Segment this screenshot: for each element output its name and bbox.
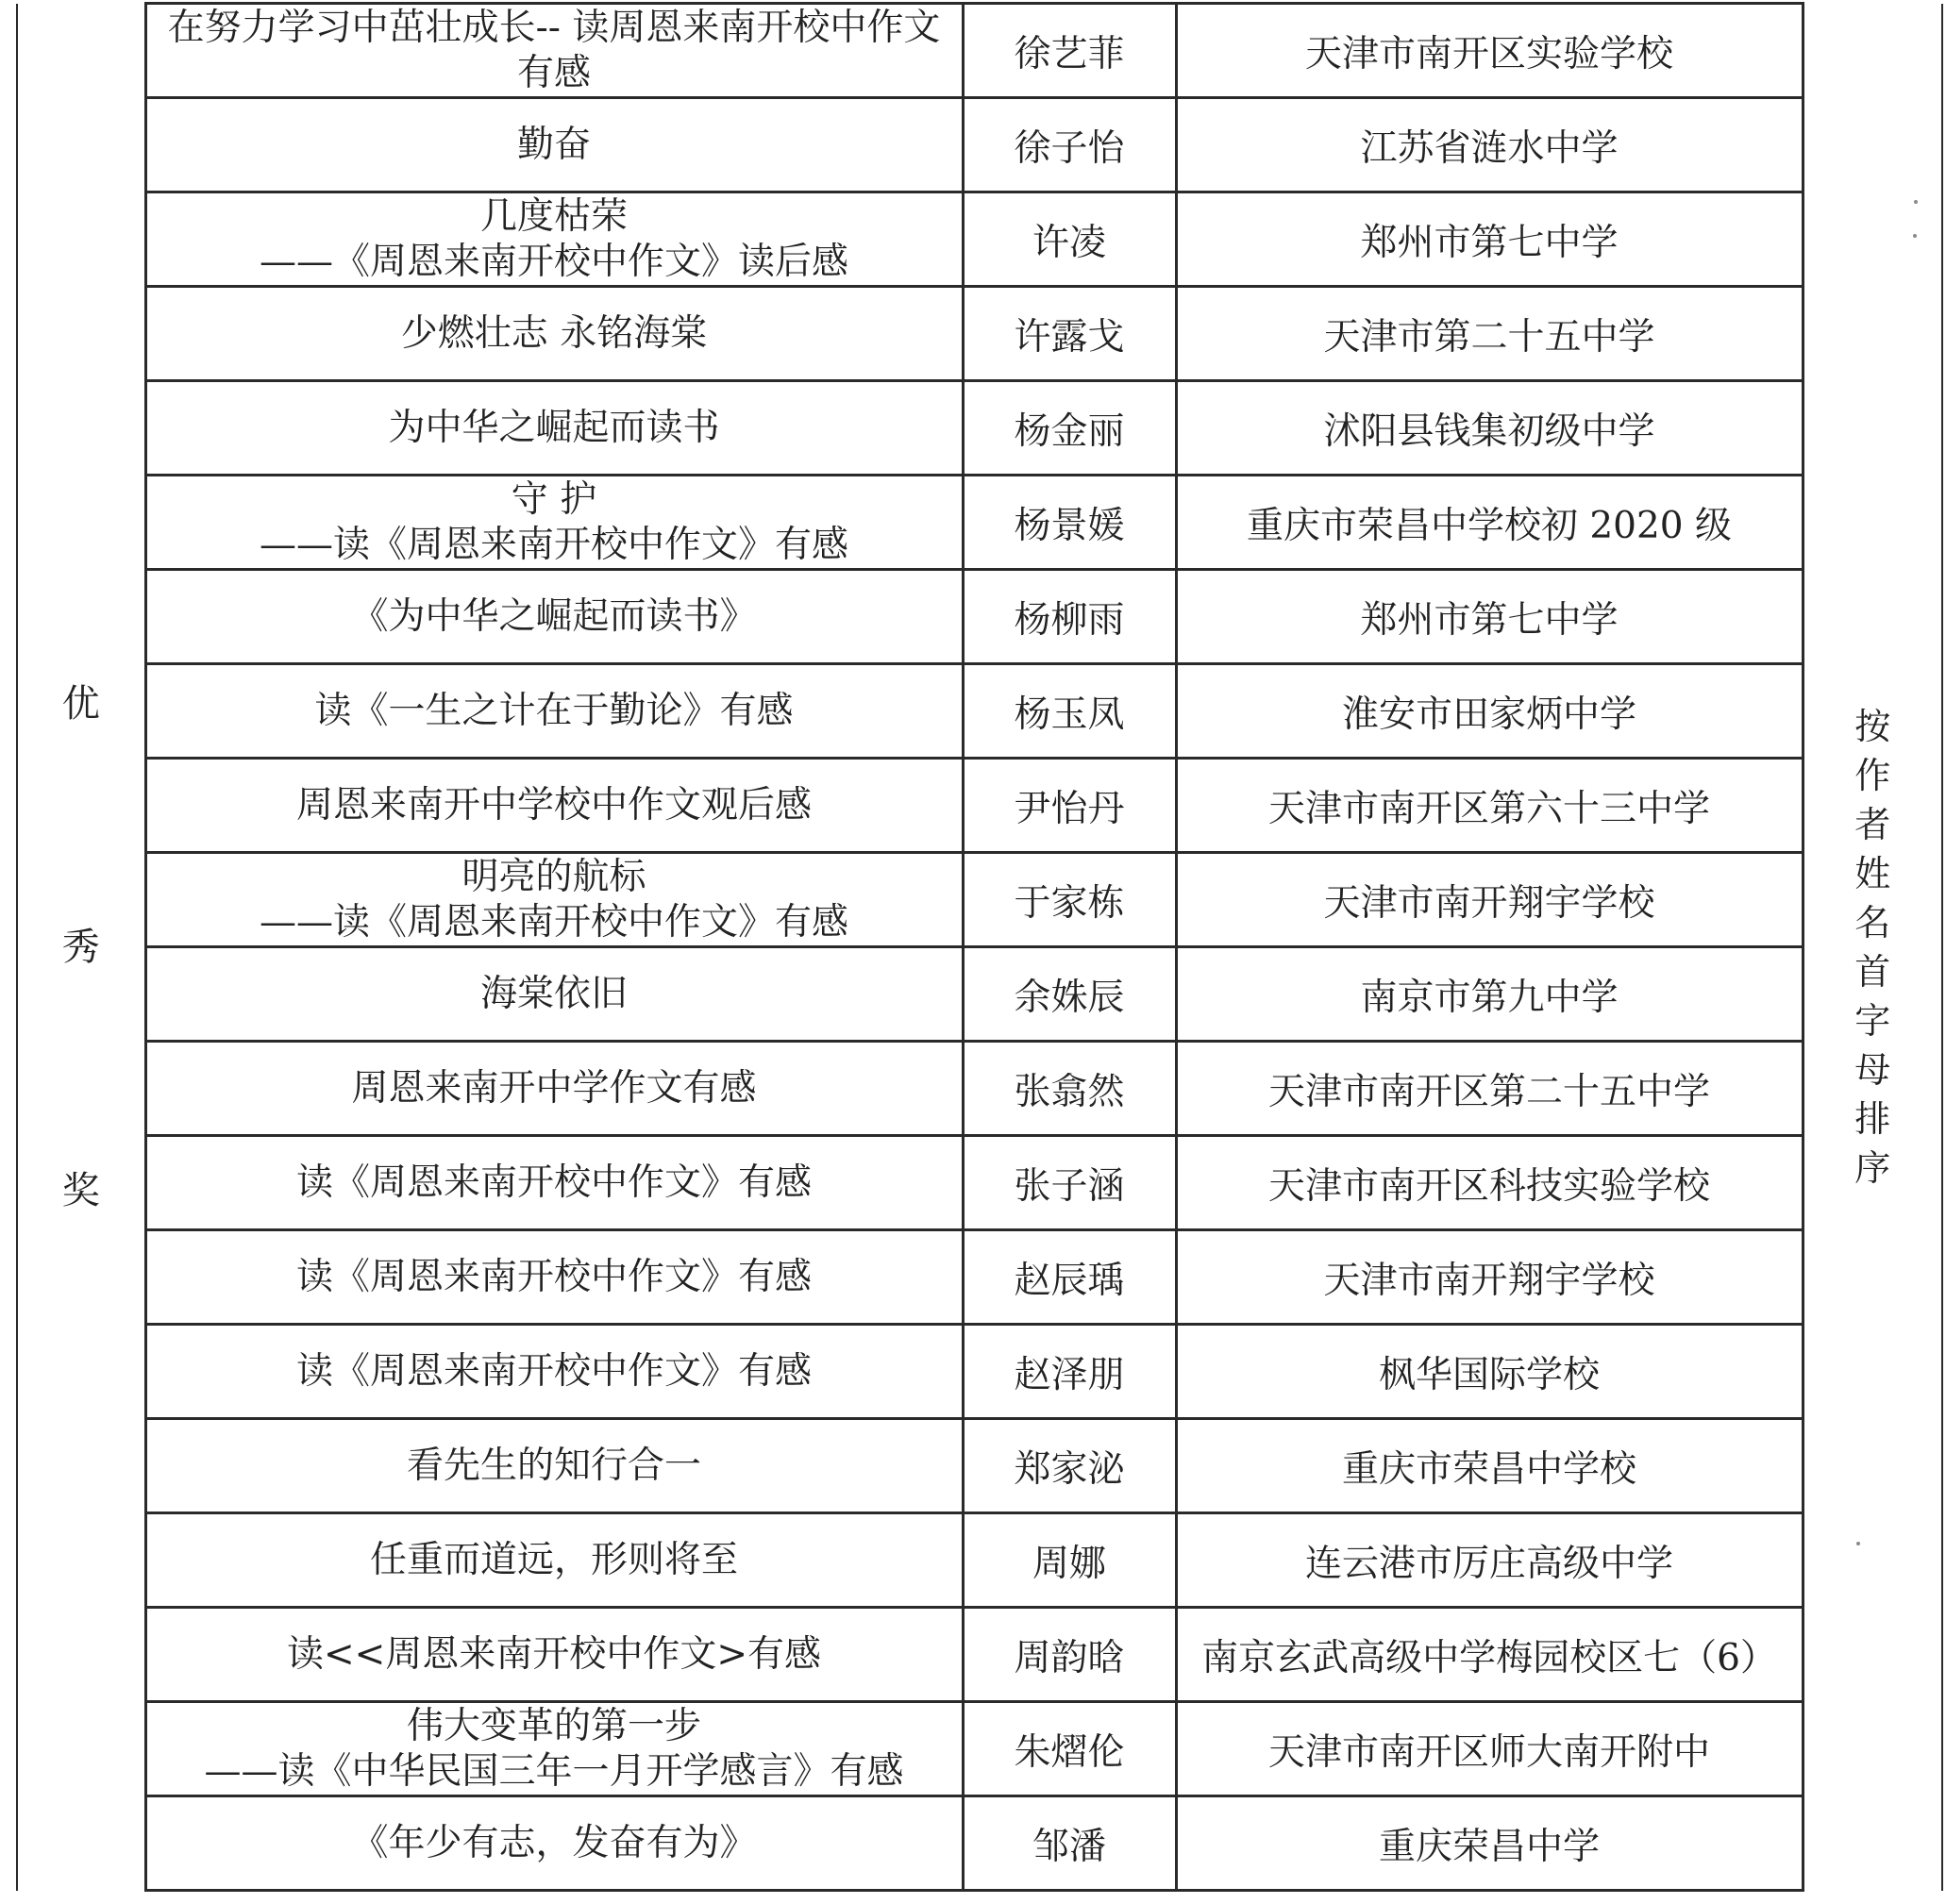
essay-title: 少燃壮志 永铭海棠 [400,311,708,355]
author-name: 杨金丽 [963,381,1176,476]
scan-speck [1856,1542,1860,1545]
table-row [17,1702,1942,1796]
essay-title-cell [145,381,963,476]
school-name: 沭阳县钱集初级中学 [1176,381,1803,476]
school-name: 南京市第九中学 [1176,947,1803,1042]
author-name: 余姝辰 [963,947,1176,1042]
table-row [17,1796,1942,1891]
table-row [17,1042,1942,1136]
essay-title: 读《周恩来南开校中作文》有感 [295,1161,812,1204]
essay-title-cell [145,853,963,947]
table-row [17,476,1942,570]
school-name: 江苏省涟水中学 [1176,98,1803,192]
author-name: 杨景媛 [963,476,1176,570]
author-name: 于家栋 [963,853,1176,947]
essay-title-cell [145,1702,963,1796]
author-name: 徐子怡 [963,98,1176,192]
school-name: 重庆市荣昌中学校 [1176,1419,1803,1513]
table-row [17,4,1942,98]
essay-title-cell [145,1513,963,1608]
essay-subtitle: ——读《周恩来南开校中作文》有感 [259,900,848,944]
author-name: 张子涵 [963,1136,1176,1230]
sort-note-char: 名 [1854,901,1891,944]
essay-subtitle: ——读《中华民国三年一月开学感言》有感 [204,1749,904,1793]
essay-title: 读《周恩来南开校中作文》有感 [295,1349,812,1393]
author-name: 周娜 [963,1513,1176,1608]
author-name: 杨柳雨 [963,570,1176,664]
school-name: 淮安市田家炳中学 [1176,664,1803,759]
author-name: 赵泽朋 [963,1325,1176,1419]
essay-title-cell [145,570,963,664]
sort-note-char: 序 [1854,1146,1891,1189]
author-name: 周韵晗 [963,1608,1176,1702]
table-row [17,1513,1942,1608]
table-row [17,1325,1942,1419]
essay-title: 《为中华之崛起而读书》 [351,594,757,638]
sort-note-cell [1803,4,1942,1891]
school-name: 重庆市荣昌中学校初 2020 级 [1176,476,1803,570]
essay-title: 明亮的航标 [461,855,646,898]
author-name: 许露戈 [963,287,1176,381]
school-name: 天津市第二十五中学 [1176,287,1803,381]
school-name: 郑州市第七中学 [1176,192,1803,287]
author-name: 朱熠伦 [963,1702,1176,1796]
table-row [17,853,1942,947]
essay-subtitle: ——《周恩来南开校中作文》读后感 [259,240,848,283]
essay-title-cell [145,287,963,381]
table-row [17,759,1942,853]
sort-note-char: 姓 [1854,852,1891,894]
author-name: 徐艺菲 [963,4,1176,98]
essay-title-cell [145,1325,963,1419]
essay-title-cell [145,1136,963,1230]
essay-title-cell [145,476,963,570]
essay-subtitle: ——读《周恩来南开校中作文》有感 [259,523,848,566]
author-name: 张翕然 [963,1042,1176,1136]
essay-title-cell [145,192,963,287]
essay-title: 任重而道远，形则将至 [369,1538,738,1581]
essay-title: 读《周恩来南开校中作文》有感 [295,1255,812,1298]
author-name: 尹怡丹 [963,759,1176,853]
author-name: 郑家泌 [963,1419,1176,1513]
author-name: 杨玉凤 [963,664,1176,759]
award-category-char: 优 [61,681,100,726]
essay-title: 守 护 [511,477,597,521]
table-row [17,98,1942,192]
award-category-cell [17,4,145,1891]
sort-note-char: 者 [1854,803,1891,845]
table-row [17,1608,1942,1702]
table-row [17,664,1942,759]
author-name: 赵辰瑀 [963,1230,1176,1325]
scan-speck [1913,234,1917,238]
essay-title: 伟大变革的第一步 [406,1704,701,1747]
scan-speck [1914,200,1918,204]
essay-title-cell [145,1419,963,1513]
essay-title: 读《一生之计在于勤论》有感 [314,689,794,732]
essay-title: 读<<周恩来南开校中作文>有感 [286,1632,822,1676]
table-row [17,947,1942,1042]
school-name: 重庆荣昌中学 [1176,1796,1803,1891]
essay-title: 几度枯荣 [479,194,628,238]
school-name: 天津市南开区第二十五中学 [1176,1042,1803,1136]
table-row [17,1230,1942,1325]
table-row [17,1419,1942,1513]
author-name: 邹潘 [963,1796,1176,1891]
school-name: 天津市南开翔宇学校 [1176,1230,1803,1325]
award-list-body [17,4,1942,1891]
school-name: 天津市南开区科技实验学校 [1176,1136,1803,1230]
sort-note-char: 按 [1854,705,1891,747]
essay-title: 海棠依旧 [479,972,628,1015]
school-name: 枫华国际学校 [1176,1325,1803,1419]
essay-title: 为中华之崛起而读书 [388,406,720,449]
essay-title-cell [145,1796,963,1891]
table-row [17,381,1942,476]
essay-title-cell [145,1230,963,1325]
essay-title-cell [145,1608,963,1702]
school-name: 天津市南开区师大南开附中 [1176,1702,1803,1796]
sort-note-char: 排 [1854,1097,1891,1140]
essay-title: 周恩来南开中学校中作文观后感 [295,783,812,827]
essay-title: 勤奋 [516,123,591,166]
award-category-char: 秀 [61,925,100,969]
school-name: 连云港市厉庄高级中学 [1176,1513,1803,1608]
school-name: 郑州市第七中学 [1176,570,1803,664]
sort-note-char: 首 [1854,950,1891,993]
essay-title: 看先生的知行合一 [406,1444,701,1487]
sort-note-char: 作 [1854,754,1891,796]
school-name: 天津市南开区第六十三中学 [1176,759,1803,853]
essay-title-cell [145,4,963,98]
author-name: 许凌 [963,192,1176,287]
award-list-table [16,2,1943,1892]
table-row [17,287,1942,381]
essay-title-cell [145,759,963,853]
essay-title: 《年少有志，发奋有为》 [351,1821,757,1864]
school-name: 天津市南开区实验学校 [1176,4,1803,98]
essay-title: 在努力学习中茁壮成长-- 读周恩来南开校中作文有感 [167,6,941,94]
table-row [17,570,1942,664]
school-name: 南京玄武高级中学梅园校区七（6） [1176,1608,1803,1702]
essay-title-cell [145,947,963,1042]
essay-title-cell [145,664,963,759]
school-name: 天津市南开翔宇学校 [1176,853,1803,947]
table-row [17,1136,1942,1230]
award-category-char: 奖 [61,1168,100,1212]
essay-title-cell [145,98,963,192]
sort-note-char: 字 [1854,999,1891,1042]
essay-title-cell [145,1042,963,1136]
essay-title: 周恩来南开中学作文有感 [351,1066,757,1110]
sort-note-char: 母 [1854,1048,1891,1091]
table-row [17,192,1942,287]
